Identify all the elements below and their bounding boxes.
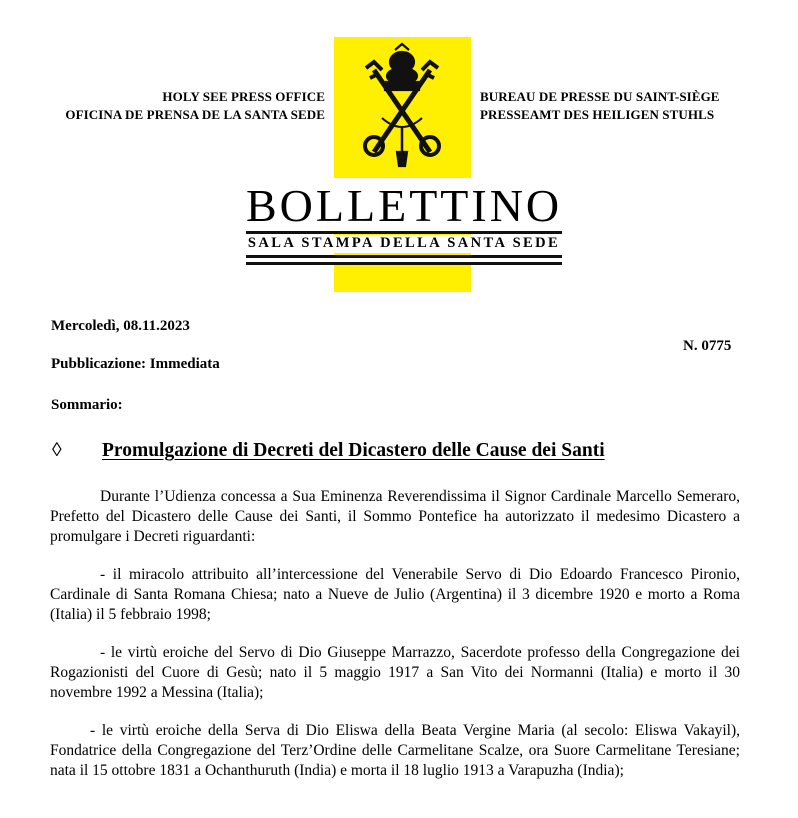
bulletin-date: Mercoledì, 08.11.2023: [51, 318, 190, 334]
masthead-title: BOLLETTINO: [246, 180, 563, 231]
decree-item-3: - le virtù eroiche della Serva di Dio Eliswa della Beata Vergine Maria (al secolo: Eliswa Vakayil), Fondatrice della Congregazione del Terz’Ordine delle Carmelitane Scalze, ora Suore Carmelitane Teresiane; nata il 15 ottobre 1831 a Ochanthuruth (India) e morta il 18 luglio 1913 a Varapuzha (India);: [50, 722, 740, 779]
section-heading: [52, 439, 605, 463]
decree-item-2: - le virtù eroiche del Servo di Dio Giuseppe Marrazzo, Sacerdote professo della Congregazione dei Rogazionisti del Cuore di Gesù; nato il 5 maggio 1917 a San Vito dei Normanni (Italia) e morto il 30 novembre 1992 a Messina (Italia);: [50, 644, 740, 701]
header-right-line1: BUREAU DE PRESSE DU SAINT-SIÈGE: [480, 89, 720, 104]
header-right-block: [480, 88, 720, 124]
decree-item-1: - il miracolo attribuito all’intercessione del Venerabile Servo di Dio Edoardo Francesco Pironio, Cardinale di Santa Romana Chiesa; nato a Nueve de Julio (Argentina) il 3 dicembre 1920 e morto a Roma (Italia) il 5 febbraio 1998;: [50, 566, 740, 623]
publication-status: Pubblicazione: Immediata: [51, 356, 220, 372]
masthead-subtitle: SALA STAMPA DELLA SANTA SEDE: [247, 235, 561, 251]
diamond-bullet-icon: ◊: [52, 440, 62, 461]
header-right-line2: PRESSEAMT DES HEILIGEN STUHLS: [480, 107, 715, 122]
papal-keys-tiara-emblem-icon: [352, 40, 452, 172]
section-title: Promulgazione di Decreti del Dicastero delle Cause dei Santi: [102, 440, 605, 461]
header-left-line2: OFICINA DE PRENSA DE LA SANTA SEDE: [65, 107, 325, 122]
bulletin-number: N. 0775: [683, 338, 732, 354]
header-left-block: [20, 88, 325, 124]
masthead-rule-bottom-2: [246, 262, 562, 265]
header-left-line1: HOLY SEE PRESS OFFICE: [162, 89, 325, 104]
intro-paragraph: Durante l’Udienza concessa a Sua Eminenza Reverendissima il Signor Cardinale Marcello Semeraro, Prefetto del Dicastero delle Cause dei Santi, il Sommo Pontefice ha autorizzato il medesimo Dicastero a promulgare i Decreti riguardanti:: [50, 488, 740, 545]
summary-label: Sommario:: [51, 397, 123, 413]
